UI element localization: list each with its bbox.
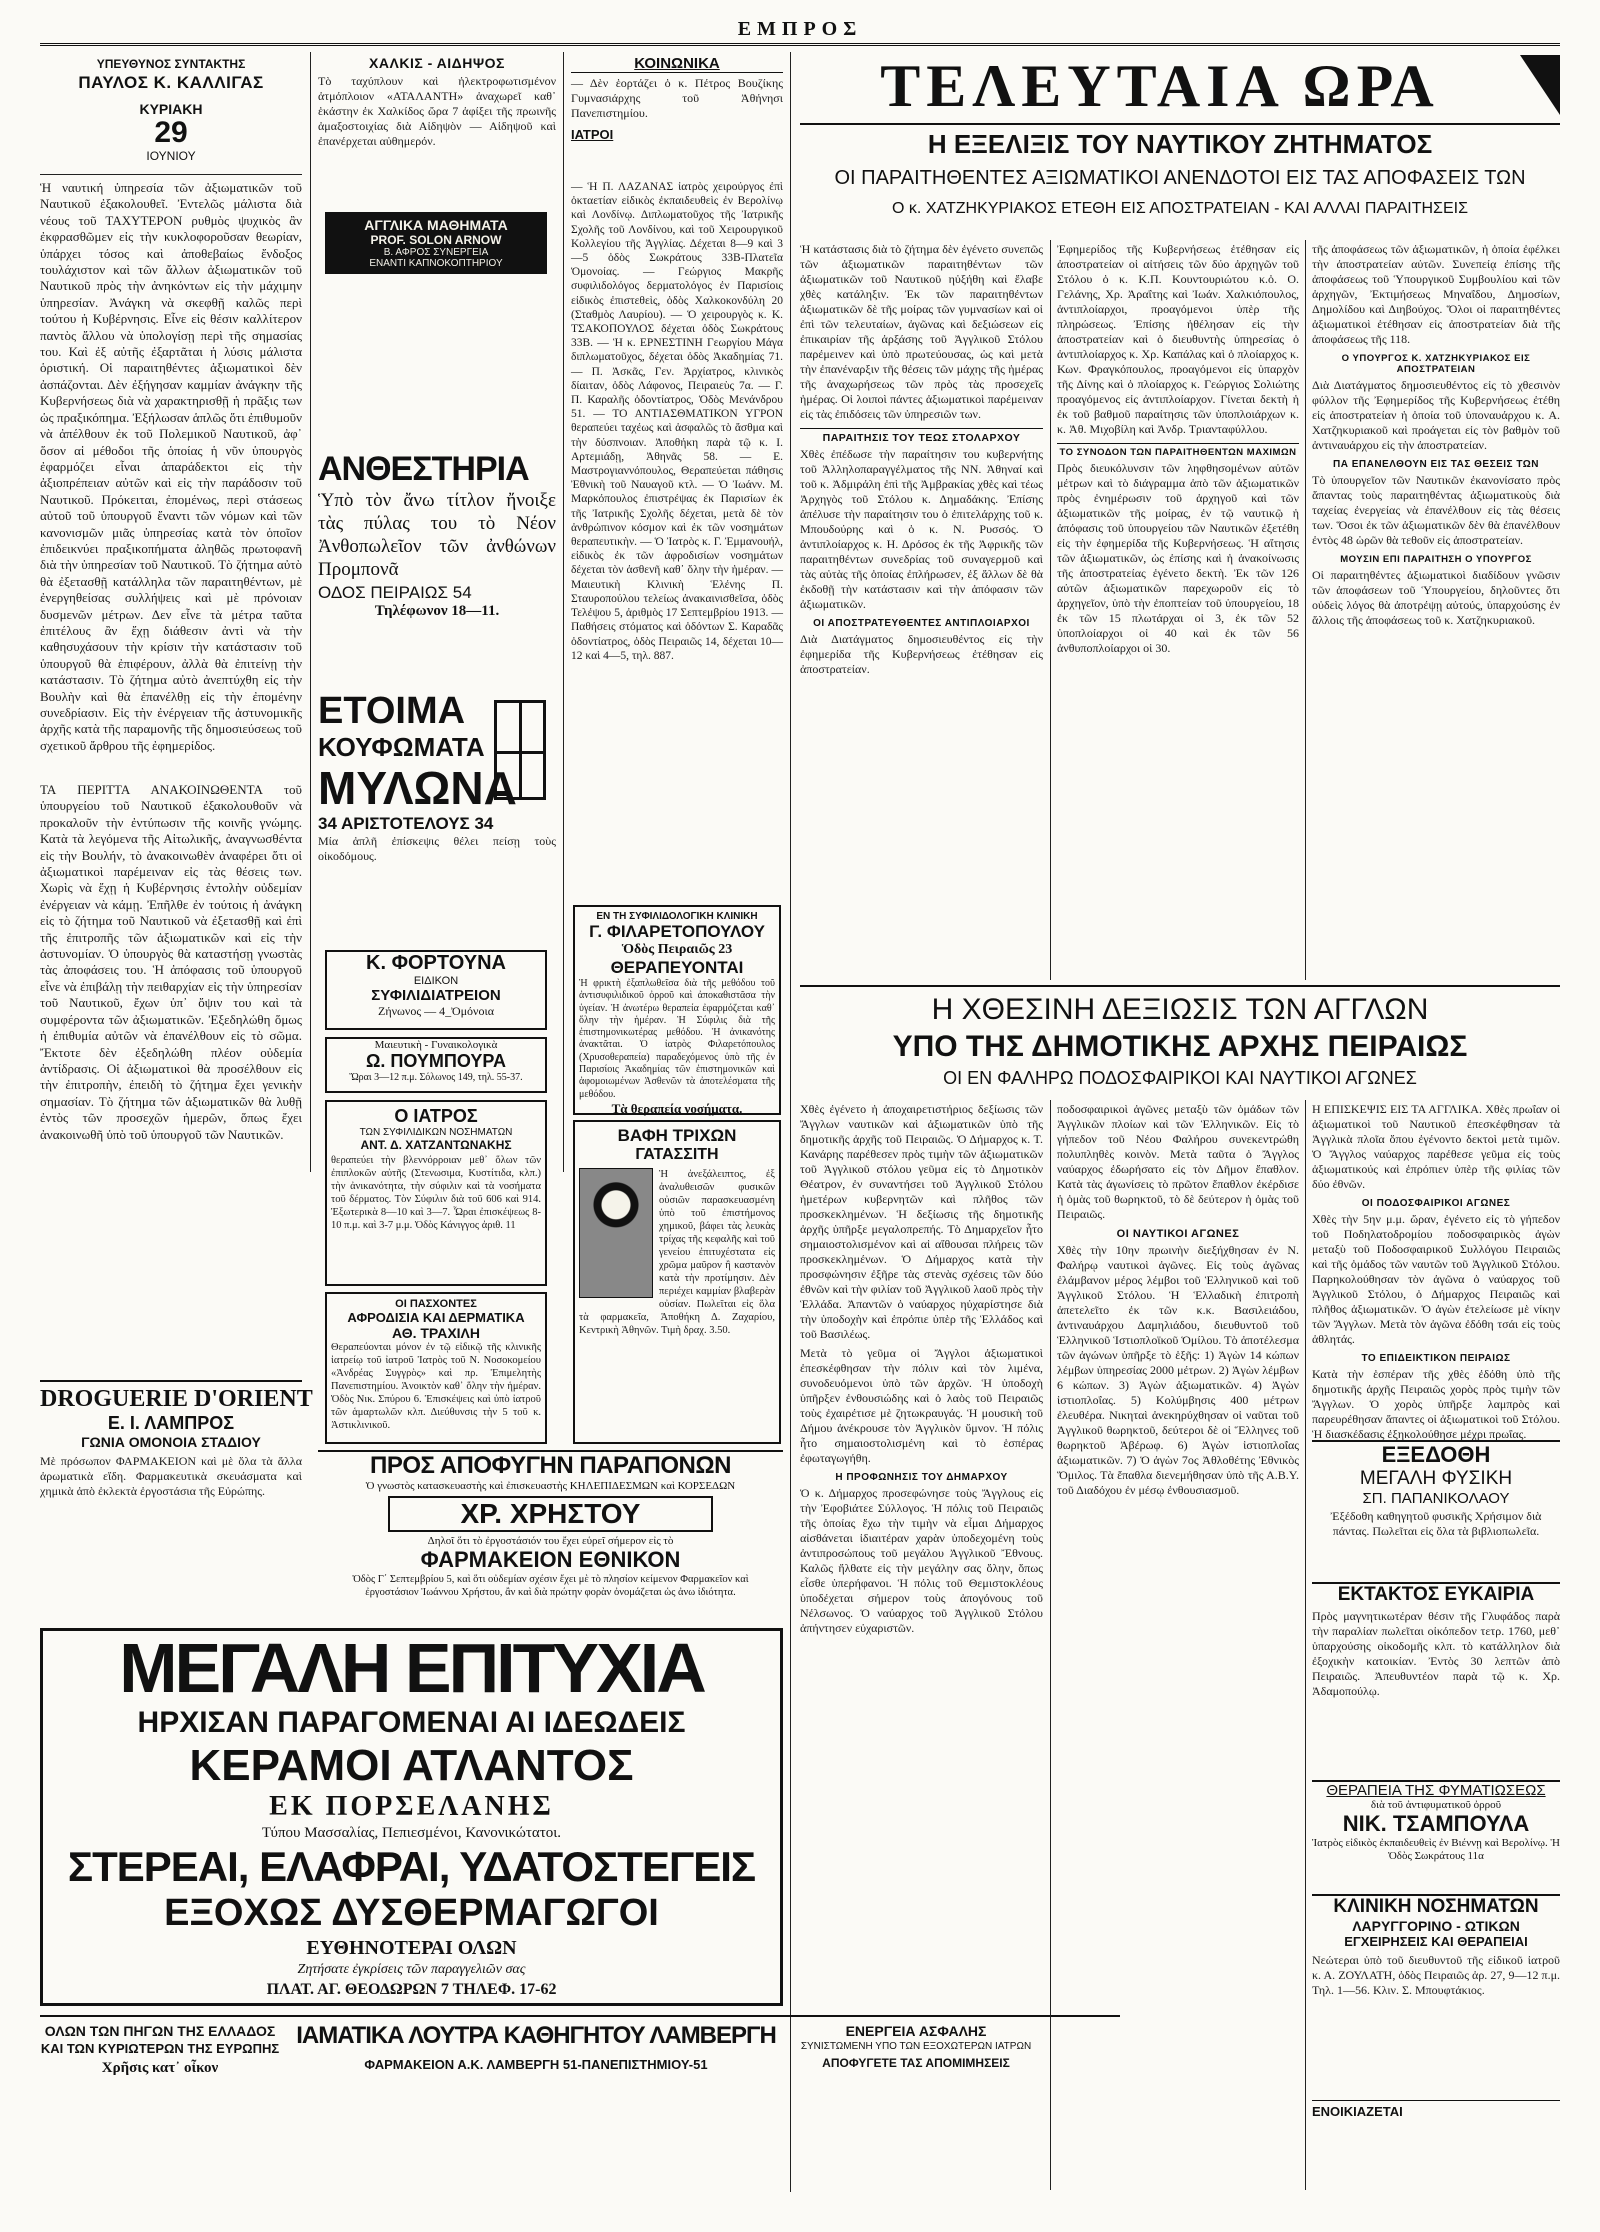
profonisis-heading: Η ΠΡΟΦΩΝΗΣΙΣ ΤΟΥ ΔΗΜΑΡΧΟΥ xyxy=(835,1472,1008,1483)
angloi-col-3-text-2: Χθὲς τὴν 5ην μ.μ. ὥραν, ἐγένετο εἰς τὸ γήπεδον τοῦ Ποδηλατοδρομίου ποδοσφαιρικὸς ἀγὼν μεταξὺ τοῦ Ποδοσφαιρικοῦ Συλλόγου Πειραιῶς καὶ τῆς ὁμάδος τῶν ναυτῶν τοῦ Ἀγγλικοῦ Στόλου. Παρηκολούθησαν τὸν ἀγῶνα ὁ ναύαρχος τοῦ Ἀγγλικοῦ Στόλου, ὁ Δήμαρχος Πειραιῶς καὶ πλῆθος ἀξιωματικῶν. Ὁ ἀγὼν ἐτελείωσε μὲ νίκην τῶν Ἄγγλων. Μετὰ τὸν ἀγῶνα ἐδόθη τσάι εἰς τοὺς ἀθλητάς. xyxy=(1312,1212,1560,1346)
teleutaia-col-a-text-2: Χθὲς ἐπέδωσε τὴν παραίτησιν του κυβερνήτης τοῦ Ἀλληλοπαραγγέλματος τῆς ΝΝ. Ἀθηναί καὶ τοῦ κ. Ἀδμιράλη ἐπὶ τῆς Ἀμβρακίας χθὲς καὶ τέως Ἀρχηγὸς τοῦ Στόλου κ. Δημαδάκης. Ἐπίσης ἀπέλυσε τὴν παραίτησιν του ὁ ἐπιτελάρχης τοῦ κ. Μπουδούρης καὶ ὁ κ. Ν. Ρυσσός. Ὁ ἀντιπλοίαρχος κ. Η. Δρόσος ἐκ τῆς Ἀφρικῆς τῶν παραιτηθέντων συνεδρίας τοῦ συναγερμοῦ καὶ τὰς αὐτὰς τῆς ὁποίας ἐπλήρωσεν, ἐξ ἄλλων δὲ θὰ ἐκδοθῇ τὴν κατάστασιν καὶ τὴν ἀπόφασιν τῶν ἀξιωματικῶν. xyxy=(800,447,1043,611)
fortouna-name: Κ. ΦΟΡΤΟΥΝΑ xyxy=(366,952,506,974)
teleutaia-title: ΤΕΛΕΥΤΑΙΑ ΩΡΑ xyxy=(880,53,1440,119)
teleutaia-col-b-text-2: Πρὸς διευκόλυνσιν τῶν ληφθησομένων αὐτῶν μέτρων καὶ τὸ διάγραμμα ἀπὸ τῶν ἀξιωματικῶν πρὸς ἐνημέρωσιν τοῦ ἀρχηγοῦ καὶ τῶν ἀξιωματικῶν τῆς μοίρας, ἐν τῷ ναυτικῷ ἡ ἀπόφασις τοῦ ὑπουργείου τῶν Ναυτικῶν ἐξετέθη εἰς τὴν ἐφημερίδα τῆς Κυβερνήσεως. Ἡ αἴτησις τῶν ἀξιωματικῶν, ὡς ἐπίσης καὶ ἡ ἀνακοίνωσις τῆς ἀποστρατείας ἐγένετο δεκτὴ. Ἐκ τῶν 126 αὐτῶν ἀξιωματικῶν παρεχωροῦν εἰς τὸ ἀρχηγεῖον, ὑπὸ τὴν ἐποπτείαν τοῦ ὑπουργείου, 18 ἐκ τῶν 15 πλωτάρχαι οἱ 3, ἐκ τῶν 52 ὑποπλοίαρχοι οἱ 40 καὶ ἐκ τῶν 56 ἀνθυποπλοίαρχοι οἱ 30. xyxy=(1057,461,1299,655)
therapeia-text: διὰ τοῦ ἀντιφυματικοῦ ὀρροῦ xyxy=(1370,1799,1502,1811)
paschontes-name: ΑΘ. ΤΡΑΧΙΛΗ xyxy=(391,1325,481,1341)
koinonika-section xyxy=(571,55,783,175)
iatros-text: θεραπεύει τὴν βλεννόρροιαν μεθ᾽ ὅλων τῶν ἐπιπλοκῶν αὐτῆς (Στενωσιμα, Κυστίτιδα, κλπ.) τὴν ἀνικανότητα, τὴν σύφιλιν καὶ τὰ νοσήματα τοῦ δέρματος. Τὸν Σύφιλιν διὰ τοῦ 606 καὶ 914. Ἐξωτερικὰ 8—10 καὶ 3—7. Ὧραι ἐπισκέψεως 8-10 π.μ. καὶ 3-7 μ.μ. Ὁδὸς Κάνιγγος ἀριθ. 11 xyxy=(331,1155,541,1231)
vafi-trichon-name: ΓΑΤΑΣΣΙΤΗ xyxy=(635,1146,719,1163)
fortouna-subtitle-1: ΕΙΔΙΚΟΝ xyxy=(413,975,459,987)
etoima-text: Μία ἁπλῆ ἐπίσκεψις θέλει πείσῃ τοὺς οἰκοδόμους. xyxy=(318,834,556,863)
ektakti-title: ΕΚΤΑΚΤΟΣ ΕΥΚΑΙΡΙΑ xyxy=(1337,1584,1535,1605)
pouboura-line-3: Ὥραι 3—12 π.μ. Σόλωνος 149, τηλ. 55-37. xyxy=(349,1072,523,1083)
filaretopoulou-ad xyxy=(573,905,781,1115)
bottom-strip-right-3: ΑΠΟΦΥΓΕΤΕ ΤΑΣ ΑΠΟΜΙΜΗΣΕΙΣ xyxy=(822,2056,1010,2070)
english-lessons-ad xyxy=(325,212,547,274)
droguerie-address: ΓΩΝΙΑ ΟΜΟΝΟΙΑ ΣΤΑΔΙΟΥ xyxy=(81,1434,261,1450)
teleutaia-col-c-text-4: Οἱ παραιτηθέντες ἀξιωματικοὶ διαδίδουν γνῶσιν τῶν ἀποφάσεων τοῦ Ὑπουργείου, δηλοῦντες ὅτι οὐδεὶς λόγος θὰ ἀποτρέψῃ αὐτούς, ὑπαρχούσης ἐν ἄλλοις τῆς ἀποφάσεως τοῦ κ. Χατζηκυριακοῦ. xyxy=(1312,568,1560,627)
teleutaia-col-c-text-2: Διὰ Διατάγματος δημοσιευθέντος εἰς τὸ χθεσινὸν φύλλον τῆς Ἐφημερίδος τῆς Κυβερνήσεως ἐτέθη εἰς ἀποστρατείαν ἡ ὁποία τοῦ ὑποναυάρχου κ. Α. Χατζηκυριακοῦ καὶ προάγεται εἰς τὸν βαθμὸν τοῦ ἀντιναυάρχου εἰς τὴν ἀποστρατείαν. xyxy=(1312,378,1560,452)
angloi-col-2-text: ποδοσφαιρικοὶ ἀγῶνες μεταξὺ τῶν ὁμάδων τῶν Ἀγγλικῶν πλοίων καὶ τῶν Ἑλληνικῶν. Εἰς τὸ γήπεδον τοῦ Νέου Φαλήρου συνεκεντρώθη πολυπληθὲς κοινὸν. Μετὰ ταῦτα ὁ Ἄγγλος ναύαρχος ἐδωρήσατο εἰς τὸν Δῆμον ἔπαθλον. Κατὰ τὰς ἀγωνίσεις τὸ πρῶτον ἔπαθλον ἐκέρδισε ἡ ὁμὰς τοῦ θωρηκτοῦ, τὸ δὲ δεύτερον ἡ ὁμὰς τοῦ Πειραιῶς. xyxy=(1057,1102,1299,1221)
pouboura-ad xyxy=(325,1037,547,1093)
chalkis-heading: ΧΑΛΚΙΣ - ΑΙΔΗΨΟΣ xyxy=(369,55,505,71)
teleutaia-headline-2: ΟΙ ΠΑΡΑΙΤΗΘΕΝΤΕΣ ΑΞΙΩΜΑΤΙΚΟΙ ΑΝΕΝΔΟΤΟΙ ΕΙΣ ΤΑΣ ΑΠΟΦΑΣΕΙΣ ΤΩΝ xyxy=(834,167,1526,189)
mousin-heading: ΜΟΥΣΙΝ ΕΠΙ ΠΑΡΑΙΤΗΣΗ Ο ΥΠΟΥΡΓΟΣ xyxy=(1340,554,1532,565)
english-lessons-line-3: Β. ΑΦΡΟΣ ΣΥΝΕΡΓΕΙΑ xyxy=(383,247,489,258)
teleutaia-headline-3: Ο κ. ΧΑΤΖΗΚΥΡΙΑΚΟΣ ΕΤΕΘΗ ΕΙΣ ΑΠΟΣΤΡΑΤΕΙΑΝ - ΚΑΙ ΑΛΛΑΙ ΠΑΡΑΙΤΗΣΕΙΣ xyxy=(892,200,1468,217)
iatros-ad xyxy=(325,1100,547,1286)
filaretopoulou-address: Ὁδὸς Πειραιῶς 23 xyxy=(621,942,733,957)
iatroi-text: — Ἡ Π. ΛΑΖΑΝΑΣ ἰατρὸς χειρούργος ἐπὶ ὀκταετίαν εἰδικὸς ἐκπαιδευθεὶς ἐν Βερολίνῳ καὶ Λονδίνῳ. Διπλωματοῦχος τῆς Ἰατρικῆς Σχολῆς τοῦ Λονδίνου, καὶ τοῦ Χειρουργικοῦ Κολλεγίου τῆς Ἀγγλίας. Δέχεται 8—9 καὶ 3—5 ὁδὸς Σωκράτους 33Β-Πλατεῖα Ὁμονοίας. — Γεώργιος Μακρῆς συφιλιδολόγος δερματολόγος ἐν Παρισίοις εἰδικὸς ἐπιστεθεὶς, ὁδὸς Χαλκοκονδύλη 20 (Σταθμὸς Λαυρίου). — Ὁ χειρουργὸς κ. Κ. ΤΣΑΚΟΠΟΥΛΟΣ δέχεται ὁδὸς Σωκράτους 33Β. — Ἡ κ. ΕΡΝΕΣΤΙΝΗ Γεωργίου Μάγα διπλωματοῦχος, δέχεται ὁδὸς Ἀκαδημίας 71. — Π. Ἀσκᾶς, Γεν. Ἀρχίατρος, κλινικὸς δίαιταν, ὁδὸς Λάφονος, Πειραιεὺς 7α. — Γ. Π. Καραλῆς ὀδοντίατρος, Ὁδὸς Μενάνδρου 51. — ΤΟ ΑΝΤΙΑΣΘΜΑΤΙΚΟΝ ΥΓΡΟΝ θεραπεύει ταχέως καὶ ἀσφαλῶς τὸ ἄσθμα καὶ τὴν δύσπνοιαν. Ἀποθήκη παρὰ τῷ κ. Ι. Αρτεμιάδῃ, Ἀθηνᾶς 58. — Ε. Μαστρογιαννόπουλος, Θεραπεύεται πάθησις Ἐθνικὴ τοῦ Ναυαγοῦ κτλ. — Ὁ Ἰωάνν. Μ. Μαρκόπουλος ἐπιστρέψας ἐκ Παρισίων ἐκ τῆς Ἰατρικῆς Σχολῆς δέχεται, μετὰ δὲ τὸν ἀνθρώπινον κόσμον καὶ ἐκ τῶν νοσημάτων θεραπευτικὴν. — Ὁ Ἰατρὸς κ. Γ. Ἐμμανουήλ, εἰδικὸς ἐκ τῶν ἀφροδισίων νοσημάτων δέχεται τὸν ἀσθενῆ καθ᾽ ὅλην τὴν ἡμέραν. — Μαιευτικὴ Κλινικὴ Ἑλένης Π. Σταυροπούλου τελείως ἀνακαινισθεῖσα, ὁδὸς Τελέψου 5, ἀριθμὸς 17 Σεπτεμβρίου 1913. — Παθήσεις στόματος καὶ ὀδόντων Σ. Καραδᾶς ὀδοντίατρος, ὁδὸς Πειραιῶς 14, δέχεται 10—12 καὶ 4—5, τηλ. 887. xyxy=(571,181,783,662)
keramoi-line-7: ΕΞΟΧΩΣ ΔΥΣΘΕΡΜΑΓΩΓΟΙ xyxy=(164,1892,659,1934)
english-lessons-line-1: ΑΓΓΛΙΚΑ ΜΑΘΗΜΑΤΑ xyxy=(364,217,508,233)
ekdosi-name: ΣΠ. ΠΑΠΑΝΙΚΟΛΑΟΥ xyxy=(1362,1490,1510,1507)
ektakti-text: Πρὸς μαγνητικωτέραν θέσιν τῆς Γλυφάδος παρὰ τὴν παραλίαν πωλεῖται οἰκόπεδον τετρ. 1760, μεθ᾽ ὑπαρχούσης οἰκοδομῆς κλπ. τὸ κατάλληλον διὰ ἐξοχικὴν κατοικίαν. Ἐντὸς 30 λεπτῶν ἀπὸ Πειραιῶς. Ἀπευθυντέον παρὰ τῷ κ. Χρ. Ἀδαμοπούλῳ. xyxy=(1312,1609,1560,1698)
vafi-trichon-title: ΒΑΦΗ ΤΡΙΧΩΝ xyxy=(617,1126,737,1145)
teleutaia-col-a-text: Ἡ κατάστασις διὰ τὸ ζήτημα δὲν ἐγένετο συνεπῶς τῶν ἀξιωματικῶν παραιτηθέντων τῶν ἀξιωματικῶν τοῦ Ναυτικοῦ ηὐξήθη καὶ ἔλαβε χθὲς κατάληξιν. Ἐκ τῶν παραιτηθέντων ἀξιωματικῶν δὲ τῆς μοίρας τῶν γυμνασίων καὶ οἱ ἐπὶ τῶν τελευταίων, ἀγῶνας καὶ δεξιώσεων εἰς ἐπικαιρίαν τῆς ἀρξάσης τοῦ Ἀγγλικοῦ Στόλου παρέμεινεν καὶ ὑπὸ πρωτεύουσας, ὡς καὶ μετὰ τὴν ἐπανέναρξιν τῆς θέσεις τῶν μάχης τῆς ἡμέρας τῆς ἀναχωρήσεως τῶν πρὸς τὰς προσεχεῖς ἡμέρας. Οἱ λοιποὶ πάντες ἀξιωματικοὶ παρέμειναν εἰς τὰς ἐπιδόσεις τῶν ὑπηρεσιῶν των. xyxy=(800,242,1043,421)
epideiktikon-heading: ΤΟ ΕΠΙΔΕΙΚΤΙΚΟΝ ΠΕΙΡΑΙΩΣ xyxy=(1361,1353,1511,1364)
teleutaia-col-b-text: Ἐφημερίδος τῆς Κυβερνήσεως ἐτέθησαν εἰς ἀποστρατείαν οἱ αἰτήσεις τῶν δύο ἀρχηγῶν τοῦ Στόλου ὁ κ. Κ.Π. Κουντουριώτου κ.ὁ. Ο. Γελάνης, Χρ. Ἀραΐτης καὶ Ἰωάν. Χαλκιόπουλος, ἀντιπλοίαρχοι, προαγόμενοι ὑπὲρ τῆς πληρώσεως. Ἐπίσης ἠθέλησαν εἰς τὴν ἀποστρατείαν καὶ ὁ διευθυντὴς ὑπηρεσίας ὁ ἀντιπλοίαρχος κ. Χρ. Καπάλας καὶ ὁ πλοίαρχος κ. Κων. Φραγκόπουλος, προαγόμενοι εἰς ὑπαρχὸν τῆς Δίνης καὶ ὁ πλοίαρχος κ. Γεώργιος Σολιώτης προαγόμενος εἰς ἀντιπλοίαρχον. Γίνεται δεκτὴ ἡ ἐκ τοῦ βαθμοῦ παραίτησις τῶν ὑποπλοιάρχων κ. κ. Ἀθ. Μιχοβίλη καὶ Ἀνδρ. Τριανταφύλλου. xyxy=(1057,242,1299,436)
bottom-strip-right-2: ΣΥΝΙΣΤΩΜΕΝΗ ΥΠΟ ΤΩΝ ΕΞΟΧΩΤΕΡΩΝ ΙΑΤΡΩΝ xyxy=(800,2041,1032,2052)
filaretopoulou-title: ΕΝ ΤΗ ΣΥΦΙΛΙΔΟΛΟΓΙΚΗ ΚΛΙΝΙΚΗ xyxy=(596,911,758,922)
kliniki-text: Νεώτεραι ὑπὸ τοῦ διευθυντοῦ τῆς εἰδικοῦ ἰατροῦ κ. Α. ΖΟΥΛΑΤΗ, ὁδὸς Πειραιῶς ἀρ. 27, 9—12 π.μ. Τηλ. 1—56. Κλιν. Σ. Μπουφτάκιος. xyxy=(1312,1953,1560,1997)
etoima-name: ΜΥΛΩΝΑ xyxy=(318,762,517,814)
antiploiarchoi-heading: ΟΙ ΑΠΟΣΤΡΑΤΕΥΘΕΝΤΕΣ ΑΝΤΙΠΛΟΙΑΡΧΟΙ xyxy=(813,618,1030,629)
therapeia-ad xyxy=(1312,1780,1560,1888)
keramoi-line-1: ΜΕΓΑΛΗ ΕΠΙΤΥΧΙΑ xyxy=(119,1629,704,1707)
bottom-strip-left-2: ΚΑΙ ΤΩΝ ΚΥΡΙΩΤΕΡΩΝ ΤΗΣ ΕΥΡΩΠΗΣ xyxy=(40,2041,280,2056)
bottom-strip-main xyxy=(286,2019,786,2072)
date-month: ΙΟΥΝΙΟΥ xyxy=(146,149,196,163)
bottom-strip-main-title: ΙΑΜΑΤΙΚΑ ΛΟΥΤΡΑ ΚΑΘΗΓΗΤΟΥ ΛΑΜΒΕΡΓΗ xyxy=(296,2022,776,2049)
bottom-strip-right-1: ΕΝΕΡΓΕΙΑ ΑΣΦΑΛΗΣ xyxy=(845,2023,987,2039)
keramoi-line-10: ΠΛΑΤ. ΑΓ. ΘΕΟΔΩΡΩΝ 7 ΤΗΛΕΦ. 17-62 xyxy=(266,1981,557,1998)
anthestiria-title: ΑΝΘΕΣΤΗΡΙΑ xyxy=(318,450,529,488)
synodos-heading: ΤΟ ΣΥΝΟΔΟΝ ΤΩΝ ΠΑΡΑΙΤΗΘΕΝΤΩΝ ΜΑΧΙΜΩΝ xyxy=(1057,443,1299,458)
paschontes-subtitle: ΑΦΡΟΔΙΣΙΑ ΚΑΙ ΔΕΡΜΑΤΙΚΑ xyxy=(347,1310,525,1325)
angloi-col-1-text-3: Ὁ κ. Δήμαρχος προσεφώνησε τοὺς Ἄγγλους εἰς τὴν Ἐφοβιάτεε Σύλλογος. Ἡ πόλις τοῦ Πειραιῶς τῆς ὁποίας ἔχω τὴν τιμὴν νὰ εἶμαι Δήμαρχος αἰσθάνεται ἰδιαιτέραν χαρὰν ὑποδεχομένη τοὺς ἀντιπροσώπους τοῦ μεγάλου Ἀγγλικοῦ Ἔθνους. Καλῶς ἤλθατε εἰς τὴν μεγάλην σας ὅλην, ὅπως εἶσθε ὑπερήφανοι. Ἡ πόλις τοῦ Θεμιστοκλέους ὑποδέχεται σήμερον τοὺς ἀπογόνους τοῦ Νέλσωνος. Ὁ ναύαρχος τοῦ Ἀγγλικοῦ Στόλου ἀπήντησεν εὐχαριστῶν. xyxy=(800,1486,1043,1635)
etoima-address: 34 ΑΡΙΣΤΟΤΕΛΟΥΣ 34 xyxy=(318,814,494,833)
podosfairikoi-heading: ΟΙ ΠΟΔΟΣΦΑΙΡΙΚΟΙ ΑΓΩΝΕΣ xyxy=(1361,1198,1511,1209)
ektakti-ad xyxy=(1312,1582,1560,1774)
date-day: ΚΥΡΙΑΚΗ xyxy=(139,101,203,117)
filaretopoulou-end: Τὰ θεραπεία νοσήματα. xyxy=(611,1100,743,1116)
etoima-ad xyxy=(318,690,556,945)
christou-subheading: Ὁ γνωστὸς κατασκευαστὴς καὶ ἐπισκευαστὴς ΚΗΛΕΠΙΔΕΣΜΩΝ καὶ ΚΟΡΣΕΔΩΝ xyxy=(365,1480,736,1492)
angloi-col-3-text-3: Κατὰ τὴν ἑσπέραν τῆς χθὲς ἐδόθη ὑπὸ τῆς δημοτικῆς ἀρχῆς Πειραιῶς χορὸς πρὸς τιμὴν τῶν Ἄγγλων. Ὁ χορὸς ὑπῆρξε λαμπρὸς καὶ παρευρέθησαν ἅπαντες οἱ ἀξιωματικοὶ τοῦ Στόλου. Ἡ διασκέδασις ἐξηκολούθησε μέχρι πρωΐας. xyxy=(1312,1367,1560,1441)
etoima-title: ΕΤΟΙΜΑ xyxy=(318,690,466,732)
keramoi-line-6: ΣΤΕΡΕΑΙ, ΕΛΑΦΡΑΙ, ΥΔΑΤΟΣΤΕΓΕΙΣ xyxy=(67,1843,756,1890)
editor-name: ΠΑΥΛΟΣ Κ. ΚΑΛΛΙΓΑΣ xyxy=(78,73,264,92)
iatroi-heading: ΙΑΤΡΟΙ xyxy=(571,127,614,142)
therapeia-address: Ἰατρὸς εἰδικὸς ἐκπαιδευθεὶς ἐν Βιέννῃ καὶ Βερολίνῳ. Ἡ Ὁδὸς Σωκράτους 11α xyxy=(1312,1837,1560,1862)
chalkis-ad xyxy=(318,55,556,205)
droguerie-name: Ε. Ι. ΛΑΜΠΡΟΣ xyxy=(107,1413,235,1433)
english-lessons-line-2: PROF. SOLON ARNOW xyxy=(370,233,502,247)
kliniki-subtitle: ΛΑΡΥΓΓΟΡΙΝΟ - ΩΤΙΚΩΝ xyxy=(1352,1918,1520,1934)
keramoi-line-9: Ζητήσατε ἐγκρίσεις τῶν παραγγελιῶν σας xyxy=(297,1962,526,1977)
christou-heading: ΠΡΟΣ ΑΠΟΦΥΓΗΝ ΠΑΡΑΠΟΝΩΝ xyxy=(370,1452,731,1479)
epanodos-heading: ΠΑ ΕΠΑΝΕΛΘΟΥΝ ΕΙΣ ΤΑΣ ΘΕΣΕΙΣ ΤΩΝ xyxy=(1332,459,1539,470)
angloi-headline-1: Η ΧΘΕΣΙΝΗ ΔΕΞΙΩΣΙΣ ΤΩΝ ΑΓΓΛΩΝ xyxy=(931,993,1429,1026)
angloi-col-2-text-2: Χθὲς τὴν 10ην πρωινὴν διεξήχθησαν ἐν Ν. Φαλήρῳ ναυτικοὶ ἀγῶνες. Εἰς τοὺς ἀγῶνας ἐλάμβανον μέρος λέμβοι τοῦ Ἑλληνικοῦ καὶ τοῦ Ἀγγλικοῦ Στόλου. Ἡ Ἑλλαδικὴ ἐπιτροπὴ ἀπετελεῖτο ἐκ τῶν κ.κ. Βασιλειάδου, ἀντιναυάρχου Δαμηλιάδου, διευθυντοῦ τοῦ Ἑλληνικοῦ Ἱστιοπλοϊκοῦ Ὁμίλου. Τὸ ἀποτέλεσμα τῶν ἀγώνων ὑπῆρξε τὸ ἑξῆς: 1) Ἀγὼν 14 κώπων λέμβων ὑπηρεσίας 2000 μέτρων. 2) Ἀγὼν λέμβων 6 κώπων. 3) Ἀγὼν ἀξιωματικῶν. 4) Ἀγὼν ἱστιοπλοΐας. 5) Κολύμβησις 400 μέτρων ἐλευθέρα. Νικηταὶ ἀνεκηρύχθησαν οἱ ναῦται τοῦ Ἀγγλικοῦ θωρηκτοῦ, δεύτεροι δὲ οἱ Ἕλληνες τοῦ θωρηκτοῦ Ἀβέρωφ. 6) Ἀγὼν ἱστιοπλοΐας ἀξιωματικῶν. 7) Ὁ ἀγὼν 7ος Ἀθλοθέτης Ἐθνικὸς Ὅμιλος. Τὰ ἔπαθλα διενεμήθησαν ὑπὸ τῆς Α.Β.Υ. τοῦ Διαδόχου ἐν μέσῳ ἐνθουσιασμοῦ. xyxy=(1057,1243,1299,1497)
bottom-strip-left xyxy=(40,2023,280,2077)
anthestiria-text: Ὑπὸ τὸν ἄνω τίτλον ἤνοιξε τὰς πύλας του τὸ Νέον Ἀνθοπωλεῖον τῶν ἀνθώνων Προμπονᾶ xyxy=(318,490,556,580)
teleutaia-col-b xyxy=(1057,242,1299,977)
keramoi-line-5: Τύπου Μασσαλίας, Πεπιεσμένοι, Κανονικώτατοι. xyxy=(261,1825,562,1841)
angloi-headline xyxy=(800,985,1560,1097)
teleutaia-col-c xyxy=(1312,242,1560,977)
angloi-col-1-text: Χθὲς ἐγένετο ἡ ἀποχαιρετιστήριος δεξίωσις τῶν Ἄγγλων ναυτικῶν καὶ ἀξιωματικῶν ὑπὸ τῆς δημοτικῆς ἀρχῆς τοῦ Πειραιῶς. Ὁ Δήμαρχος κ. Τ. Κανάρης παρέθεσεν πρὸς τιμὴν τῶν ἀξιωματικῶν τοῦ Ἀγγλικοῦ στόλου γεῦμα εἰς τὸ Δημοτικὸν Θέατρον, ἐν συναντήσει τοῦ Ἀγγλικοῦ Στόλου ἡμετέρων κυβερνητῶν καὶ πλῆθος τῶν προσκεκλημένων. Ἡ δεξίωσις τῆς δημοτικῆς ἀρχῆς ὑπῆρξε μεγαλοπρεπής. Τὸ Δημαρχεῖον ἦτο σημαιοστολισμένον καὶ αἱ αἴθουσαι πλήρεις τῶν προσκεκλημένων. Ὁ Δήμαρχος κατὰ τὴν προσφώνησιν ἐξῆρε τὰς στενὰς σχέσεις τῶν δύο ἐθνῶν καὶ τὴν φιλίαν τοῦ Ἀγγλικοῦ λαοῦ πρὸς τὴν Ἑλλάδα. Ἀπαντῶν ὁ ναύαρχος ηὐχαρίστησε διὰ τὴν ὑποδοχὴν καὶ ἐπρόπιε ὑπὲρ τῆς Ἑλλάδος καὶ τοῦ Βασιλέως. xyxy=(800,1102,1043,1341)
ypourgos-heading: Ο ΥΠΟΥΡΓΟΣ Κ. ΧΑΤΖΗΚΥΡΙΑΚΟΣ ΕΙΣ ΑΠΟΣΤΡΑΤΕΙΑΝ xyxy=(1341,353,1531,375)
koinonika-text: — Δὲν ἑορτάζει ὁ κ. Πέτρος Βουζίκης Γυμνασιάρχης τοῦ Ἀθήνησι Πανεπιστημίου. xyxy=(571,76,783,120)
filaretopoulou-text: Ἡ φρικτὴ ἐξαπλωθεῖσα διὰ τῆς μεθόδου τοῦ ἀντισυφιλιδικοῦ ὀρροῦ καὶ ἀποκαθιστᾶσα τὴν ὑγείαν. Ἡ ἀνωτέρω θεραπεία ἐφαρμόζεται καθ᾽ ὅλην τὴν ἡμέραν. Ἡ Σύφιλις διὰ τῆς ἐπιστημονικωτέρας μεθόδου. Ἡ ἀνικανότης ἀνακτᾶται. Ὁ ἰατρὸς Φιλαρετόπουλος (Χρυσοθεραπεία) παραδεχόμενος ὑπὸ τῆς ἐν Παρισίοις Ἀκαδημίας τῶν ἐπιστημονικῶν καὶ ἀφομοιωμένων Ἀσθενῶν τὰ ἀποτελέσματα τῆς μεθόδου. xyxy=(579,978,775,1100)
ekdosi-text: Ἐξέδοθη καθηγητοῦ φυσικῆς Χρήσιμον διὰ πάντας. Πωλεῖται εἰς ὅλα τὰ βιβλιοπωλεῖα. xyxy=(1330,1509,1542,1538)
keramoi-line-4: ΕΚ ΠΟΡΣΕΛΑΝΗΣ xyxy=(269,1791,554,1822)
christou-name-banner xyxy=(388,1496,713,1532)
christou-name: ΧΡ. ΧΡΗΣΤΟΥ xyxy=(460,1498,641,1529)
bottom-strip-left-3: Χρῆσις κατ᾽ οἶκον xyxy=(101,2060,219,2076)
angloi-col-3-text: Η ΕΠΙΣΚΕΨΙΣ ΕΙΣ ΤΑ ΑΓΓΛΙΚΑ. Χθὲς πρωΐαν οἱ ἀξιωματικοὶ τοῦ Ναυτικοῦ ἐπεσκέφθησαν τὰ Ἀγγλικὰ πλοῖα ὅπου ἐγένοντο δεκτοὶ μετὰ τιμῶν. Ὁ Ἄγγλος ναύαρχος παρέθεσε γεῦμα εἰς τοὺς ἀξιωματικούς καὶ ἐπρόπιεν ὑπὲρ τῆς φιλίας τῶν δύο ἐθνῶν. xyxy=(1312,1102,1560,1191)
kliniki-title: ΚΛΙΝΙΚΗ ΝΟΣΗΜΑΤΩΝ xyxy=(1333,1896,1539,1917)
date-number: 29 xyxy=(154,116,188,149)
etoima-subtitle: ΚΟΥΦΩΜΑΤΑ xyxy=(318,732,485,762)
ekdosi-ad xyxy=(1312,1440,1560,1575)
ekdosi-subtitle: ΜΕΓΑΛΗ ΦΥΣΙΚΗ xyxy=(1359,1468,1513,1489)
ekdosi-title: ΕΞΕΔΟΘΗ xyxy=(1381,1442,1491,1467)
therapeia-title: ΘΕΡΑΠΕΙΑ ΤΗΣ ΦΥΜΑΤΙΩΣΕΩΣ xyxy=(1326,1782,1546,1799)
anthestiria-phone: Τηλέφωνον 18—11. xyxy=(374,603,500,619)
christou-text-2: Ὁδὸς Γ΄ Σεπτεμβρίου 5, καὶ ὅτι οὐδεμίαν σχέσιν ἔχει μὲ τὸ πλησίον κείμενον Φαρμακεῖον καὶ ἐργοστάσιον Ἰωάννου Χρήστου, ἂν καὶ διὰ πρώτην φορὰν ὀνομάζεται ὡς ἀνω ἰδιότητα. xyxy=(352,1574,749,1598)
christou-pharmacy: ΦΑΡΜΑΚΕΙΟΝ ΕΘΝΙΚΟΝ xyxy=(420,1547,681,1572)
angloi-headline-3: ΟΙ ΕΝ ΦΑΛΗΡΩ ΠΟΔΟΣΦΑΙΡΙΚΟΙ ΚΑΙ ΝΑΥΤΙΚΟΙ ΑΓΩΝΕΣ xyxy=(943,1068,1417,1088)
bottom-strip-left-1: ΟΛΩΝ ΤΩΝ ΠΗΓΩΝ ΤΗΣ ΕΛΛΑΔΟΣ xyxy=(44,2023,276,2039)
droguerie-title: DROGUERIE D'ORIENT xyxy=(40,1386,313,1412)
naftikoi-heading: ΟΙ ΝΑΥΤΙΚΟΙ ΑΓΩΝΕΣ xyxy=(1116,1228,1240,1240)
teleutaia-col-a xyxy=(800,242,1043,977)
teleutaia-col-c-text: τῆς ἀποφάσεως τῶν ἀξιωματικῶν, ἡ ὁποία ἐφέλκει τὴν ἀποστρατείαν αὐτῶν. Συνεπείᾳ ἐπίσης τῆς ἀποφάσεως τοῦ Ὑπουργικοῦ Συμβουλίου καὶ τῶν ἀρχηγῶν, Ἐκτιμήσεως Μηναΐδου, Δημοσίων, Δημολίδου καὶ Διηβούχος. Ὅλοι οἱ παραιτηθέντες ἀξιωματικοὶ ἐτέθησαν εἰς ἀποστρατείαν διὰ τῆς ἀποφάσεως τῆς 118. xyxy=(1312,242,1560,346)
therapeia-name: ΝΙΚ. ΤΣΑΜΠΟΥΛΑ xyxy=(1342,1811,1530,1836)
woman-portrait-icon xyxy=(579,1168,653,1298)
droguerie-ad xyxy=(40,1380,313,1536)
pouboura-line-1: Μαιευτικὴ - Γυναικολογικὰ xyxy=(374,1039,498,1051)
teleutaia-col-a-text-3: Διὰ Διατάγματος δημοσιευθέντος εἰς τὴν ἐφημερίδα τῆς Κυβερνήσεως ἐτέθησαν εἰς ἀποστρατείαν. xyxy=(800,632,1043,676)
filaretopoulou-name: Γ. ΦΙΛΑΡΕΤΟΠΟΥΛΟΥ xyxy=(589,922,765,941)
vafi-trichon-ad xyxy=(573,1120,781,1444)
editor-label: ΥΠΕΥΘΥΝΟΣ ΣΥΝΤΑΚΤΗΣ xyxy=(96,57,246,71)
paschontes-ad xyxy=(325,1292,547,1444)
droguerie-text: Μὲ πρόσωπον ΦΑΡΜΑΚΕΙΟΝ καὶ μὲ ὅλα τὰ ἄλλα ἀρωματικὰ εἴδη. Φαρμακευτικὰ σκευάσματα καὶ χημικὰ ἀπὸ ἐκλεκτὰ ἐργοστάσια τῆς Εὐρώπης. xyxy=(40,1454,302,1498)
teleutaia-headline-1: Η ΕΞΕΛΙΞΙΣ ΤΟΥ ΝΑΥΤΙΚΟΥ ΖΗΤΗΜΑΤΟΣ xyxy=(927,129,1433,159)
english-lessons-line-4: ΕΝΑΝΤΙ ΚΑΠΝΟΚΟΠΤΗΡΙΟΥ xyxy=(369,258,503,269)
bottom-strip-main-sub: ΦΑΡΜΑΚΕΙΟΝ Α.Κ. ΛΑΜΒΕΡΓΗ 51-ΠΑΝΕΠΙΣΤΗΜΙΟΥ-51 xyxy=(364,2057,708,2072)
window-frame-icon xyxy=(494,700,546,800)
enoikiazetai-ad xyxy=(1312,2100,1560,2140)
keramoi-line-8: ΕΥΘΗΝΟΤΕΡΑΙ ΟΛΩΝ xyxy=(306,1937,517,1959)
col1-article-2: ΤΑ ΠΕΡΙΤΤΑ ΑΝΑΚΟΙΝΩΘΕΝΤΑ τοῦ ὑπουργείου τοῦ Ναυτικοῦ ἐξακολουθοῦν νὰ προκαλοῦν τὴν ἐντύπωσιν τῆς κοινῆς γνώμης. Κατὰ τὰ λεγόμενα τῆς Αἰτωλικῆς, ἀναγνωσθέντα εἰς τὴν Βουλήν, τὸ ἀνακοινωθὲν ἀναφέρει ὅτι οἱ ἀξιωματικοὶ παρέμειναν εἰς τὰς θέσεις των. Χωρὶς νὰ ἔχῃ ἡ Κυβέρνησις ἐντολὴν οὐδεμίαν ἐνέργειαν νὰ κάμῃ. Ἐπῆλθε ἐν τούτοις ἡ ἀνάγκη εἰς τὸ ζήτημα τοῦ Ναυτικοῦ νὰ ἐξετασθῇ καὶ ἐπὶ τῆς ἐπιτροπῆς τῶν ἀξιωματικῶν καὶ εἰς τὴν ἀστυνομίαν. Ὁ ὑπουργὸς θὰ καταστήσῃ γνωστὰς τὰς ἀποφάσεις του. Ἡ ἀπόφασις τοῦ ὑπουργοῦ εἶνε νὰ ἐπιβάλῃ τὴν πειθαρχίαν εἰς τὴν ὑπηρεσίαν τοῦ Ναυτικοῦ, ἔχων ὑπ᾽ ὄψιν του καὶ τὰ συμφέροντα τῶν ἀξιωματικῶν. Ἐξεδηλώθη ὅμως ἡ ἐπιθυμία αὐτῶν νὰ ἐπανέλθουν εἰς τὸ σῶμα. Ἔκτοτε δὲν ἐξεδηλώθη πλέον οὐδεμία ἀντίδρασις. Οἱ ἀξιωματικοὶ θὰ προσέλθουν εἰς τὴν ἐπιτροπὴν, ἐπειδὴ τὸ ζήτημα ἔχει γενικὴν σημασίαν. Τὸ ζήτημα τῶν ἀξιωματικῶν θὰ λυθῇ ἐντὸς τῶν προσεχῶν ἡμερῶν, ὅπως ἔχει ἀνακοινωθῆ ὑπὸ τοῦ ὑπουργοῦ τῶν Ναυτικῶν. xyxy=(40,782,302,1142)
fortouna-subtitle-2: ΣΥΦΙΛΙΔΙΑΤΡΕΙΟΝ xyxy=(371,987,501,1004)
angloi-col-2 xyxy=(1057,1102,1299,2190)
editor-box xyxy=(40,55,302,175)
masthead-title: ΕΜΠΡΟΣ xyxy=(737,18,863,40)
koinonika-heading: ΚΟΙΝΩΝΙΚΑ xyxy=(571,55,783,73)
angloi-col-1 xyxy=(800,1102,1043,2190)
anthestiria-address: ΟΔΟΣ ΠΕΙΡΑΙΩΣ 54 xyxy=(318,583,472,602)
paschontes-heading: ΟΙ ΠΑΣΧΟΝΤΕΣ xyxy=(395,1298,477,1310)
paraitisi-heading: ΠΑΡΑΙΤΗΣΙΣ ΤΟΥ ΤΕΩΣ ΣΤΟΛΑΡΧΟΥ xyxy=(800,428,1043,444)
corner-arrow-icon xyxy=(1520,55,1560,115)
masthead xyxy=(40,18,1560,46)
iatros-subtitle: ΤΩΝ ΣΥΦΙΛΙΔΙΚΩΝ ΝΟΣΗΜΑΤΩΝ xyxy=(359,1127,513,1138)
pouboura-line-2: Ω. ΠΟΥΜΠΟΥΡΑ xyxy=(365,1051,507,1071)
anthestiria-ad xyxy=(318,450,556,645)
vafi-trichon-text: Ἡ ἀνεξάλειπτος, ἐξ ἀναλυθεισῶν φυσικῶν οὐσιῶν παρασκευασμένη ὑπὸ τοῦ ἐπιστήμονος χημικοῦ, βάφει τὰς λευκὰς τρίχας τῆς κεφαλῆς καὶ τοῦ γενείου ἐπιτυχέστατα εἰς χρῶμα μαῦρον ἢ καστανὸν κατὰ τὴν προτίμησιν. Δὲν περιέχει καμμίαν βλαβερὰν οὐσίαν. Πωλεῖται εἰς ὅλα τὰ φαρμακεῖα, Ἀποθήκη Δ. Ζαχαρίου, Κεντρικὴ Ἀθηνῶν. Τιμὴ δραχ. 3.50. xyxy=(579,1169,775,1336)
teleutaia-headline xyxy=(800,128,1560,238)
angloi-headline-2: ΥΠΟ ΤΗΣ ΔΗΜΟΤΙΚΗΣ ΑΡΧΗΣ ΠΕΙΡΑΙΩΣ xyxy=(892,1030,1468,1063)
iatros-title: Ο ΙΑΤΡΟΣ xyxy=(394,1106,478,1126)
filaretopoulou-heading: ΘΕΡΑΠΕΥΟΝΤΑΙ xyxy=(610,958,744,977)
iatros-name: ΑΝΤ. Δ. ΧΑΤΖΑΝΤΩΝΑΚΗΣ xyxy=(360,1138,512,1152)
christou-ad xyxy=(318,1450,783,1622)
paschontes-text: Θεραπεύονται μόνον ἐν τῷ εἰδικῷ τῆς κλινικῆς ἰατρείῳ τοῦ ἰατροῦ Ἰατρὸς τοῦ Ν. Νοσοκομείου «Ἀνδρέας Συγγρὸς» καὶ πρ. Ἐπιμελητὴς Πανεπιστημίου. Ἀνοικτὸν καθ᾽ ὅλην τὴν ἡμέραν. Ὁδὸς Νικ. Σπύρου 6. Ἐπισκέψεις καὶ ὑπὸ ἰατροῦ τῶν ἁμαρτωλῶν κλπ. Διεύθυνσις τὴν 5 τοῦ κ. Ἀστικλινικοῦ. xyxy=(331,1342,541,1431)
kliniki-subtitle-2: ΕΓΧΕΙΡΗΣΕΙΣ ΚΑΙ ΘΕΡΑΠΕΙΑΙ xyxy=(1344,1934,1528,1949)
kliniki-ad xyxy=(1312,1894,1560,2094)
col1-article: Ἡ ναυτική ὑπηρεσία τῶν ἀξιωματικῶν τοῦ Ναυτικοῦ ἐξακολουθεῖ. Ἐντελῶς μάλιστα διὰ νέους τοῦ ΤΑΧΥΤΕΡΟΝ ρυθμὸς ψυχικὸς ἂν ἐκφρασθῶμεν εἰς τὴν κυκλοφοροῦσαν θεωρίαν, ὑπάρχει τόσος καὶ ἀποθεβαίως ἔνδοξος τουλάχιστον καὶ τῶν ἄλλων ἀξιωματικῶν τοῦ Ναυτικοῦ πρὸς τὴν ἀνηκόντων εἰς τὴν μάχιμην ὑπηρεσίαν. Ἀνάγκη νὰ σκεφθῇ καλῶς περὶ τούτου ἡ Κυβέρνησις. Εἶνε εἰς θέσιν καλλίτερον παντὸς ἄλλου νὰ ὑπολογίσῃ περὶ τῆς σημασίας του. Καὶ ἐξ αὐτῆς ἐξαρτᾶται ἡ λύσις μάλιστα ὁριστική. Οἱ παραιτηθέντες ἀξιωματικοὶ δὲν ἀσπάζονται. Δὲν ἐξήγησαν καμμίαν ἀνάγκην τῆς Κυβερνήσεως διὰ νὰ χαρακτηρισθῇ ἡ πρᾶξις των ὡς πραξικόπημα. Ἐξήλωσαν ἁπλῶς ὅτι ἐπιθυμοῦν νὰ ἀπέλθουν ἐκ τοῦ Πολεμικοῦ Ναυτικοῦ, ἀφ᾽ ὅσον αἱ μέθοδοι τῆς ὁποίας ἡ νῦν ὑπουργὸς ἐφαρμόζει εἶναι ἀπαράδεκτοι εἰς τὴν ἀξιοπρέπειαν αὐτῶν καὶ εἰς τὴν παράδοσιν τοῦ Ναυτικοῦ. Πρόκειται, ἐπομένως, περὶ στάσεως αὐτοῦ τοῦ ὑπουργοῦ ἔναντι τῶν νόμων καὶ τῶν κανονισμῶν μιᾶς ὑπηρεσίας κατὰ τὸν ὁποῖον ἐπιδεικνύει πραξικοπήματα ἀληθῶς πρωτοφανῆ διὰ τὴν ὑπηρεσίαν τοῦ Ναυτικοῦ. Τὸ ζήτημα αὐτὸ θὰ ἐξετασθῇ κατάλληλα τῶν παραιτηθέντων, μὲ ἐνεργηθείσας συλλήψεις καὶ μὲ πρόνοιαν δυσμενῶν μέτρων. Δεν εἶνε τὰ μέτρα ταῦτα ἐπιτέλους ἂν ἔχῃ διάθεσιν ἀντὶ νὰ τὴν καθησυχάσουν τὴν κρίσιν τὴν κατάστασιν τοῦ ὑπουργοῦ θὰ ἐπιφέρουν, ἀλλὰ θὰ ἐπιτείνῃ τὴν κατάστασιν. Τὸ ζήτημα αὐτὸ ἀνεπτύχθη εἰς τὴν Βουλὴν καὶ θὰ ἐπανέλθῃ εἰς τὴν ἐπομένην συνεδρίασιν. Εἰς τὴν ἐνέργειαν τῆς ἀστυνομικῆς ἀρχῆς κατὰ τῆς παραμονῆς τῆς δημοσιεύσεως τοῦ σχετικοῦ ἄρθρου τῆς ἐφημερίδος. xyxy=(40,180,302,753)
keramoi-atlantos-ad xyxy=(40,1628,783,2006)
chalkis-text: Τὸ ταχύπλουν καὶ ἠλεκτροφωτισμένον ἀτμόπλοιον «ΑΤΑΛΑΝΤΗ» ἀναχωρεῖ καθ᾽ ἑκάστην ἐκ Χαλκίδος ὥρα 7 ἀφίξει τῆς πρωινῆς ἁμαξοστοιχίας διὰ Αἰδηψὸν — Αἰδηψοῦ καὶ ἐπανέρχεται αὐθημερόν. xyxy=(318,74,556,148)
christou-text: Δηλοῖ ὅτι τὸ ἐργοστάσιόν του ἔχει εὑρεῖ σήμερον εἰς τὸ xyxy=(427,1535,674,1547)
fortouna-address: Ζήνωνος — 4_Ὀμόνοια xyxy=(378,1004,494,1018)
angloi-col-3 xyxy=(1312,1102,1560,1441)
enoikiazetai-title: ΕΝΟΙΚΙΑΖΕΤΑΙ xyxy=(1312,2104,1403,2119)
fortouna-ad xyxy=(325,950,547,1030)
keramoi-line-3: ΚΕΡΑΜΟΙ ΑΤΛΑΝΤΟΣ xyxy=(189,1741,634,1790)
angloi-col-1-text-2: Μετὰ τὸ γεῦμα οἱ Ἄγγλοι ἀξιωματικοὶ ἐπεσκέφθησαν τὴν πόλιν καὶ τὸν λιμένα, συνοδευόμενοι ὑπὸ τῶν ἀρχῶν. Ἡ ὑποδοχὴ ὑπῆρξεν ἐνθουσιώδης καὶ ὁ λαὸς τοῦ Πειραιῶς τοὺς ἐχαιρέτισε μὲ ζητωκραυγάς. Ἡ μουσικὴ τοῦ Δήμου ἀνέκρουσε τὸν Ἀγγλικὸν ὕμνον. Ἡ πόλις ἦτο σημαιοστολισμένη καὶ τὸ ἑσπέρας ἐφωταγωγήθη. xyxy=(800,1346,1043,1465)
teleutaia-banner xyxy=(800,55,1560,125)
keramoi-line-2: ΗΡΧΙΣΑΝ ΠΑΡΑΓΟΜΕΝΑΙ ΑΙ ΙΔΕΩΔΕΙΣ xyxy=(137,1706,686,1739)
teleutaia-col-c-text-3: Τὸ ὑπουργεῖον τῶν Ναυτικῶν ἐκανονίσατο πρὸς ἅπαντας τοὺς παραιτηθέντας ἀξιωματικοὺς διὰ ταχείας ἐνεργείας νὰ ἐπανέλθουν εἰς τὰς θέσεις των. Ὅσοι ἐκ τῶν ἀξιωματικῶν δὲν θὰ ἐπανέλθουν ἐντὸς 48 ὡρῶν θὰ τεθοῦν εἰς ἀποστρατείαν. xyxy=(1312,473,1560,547)
